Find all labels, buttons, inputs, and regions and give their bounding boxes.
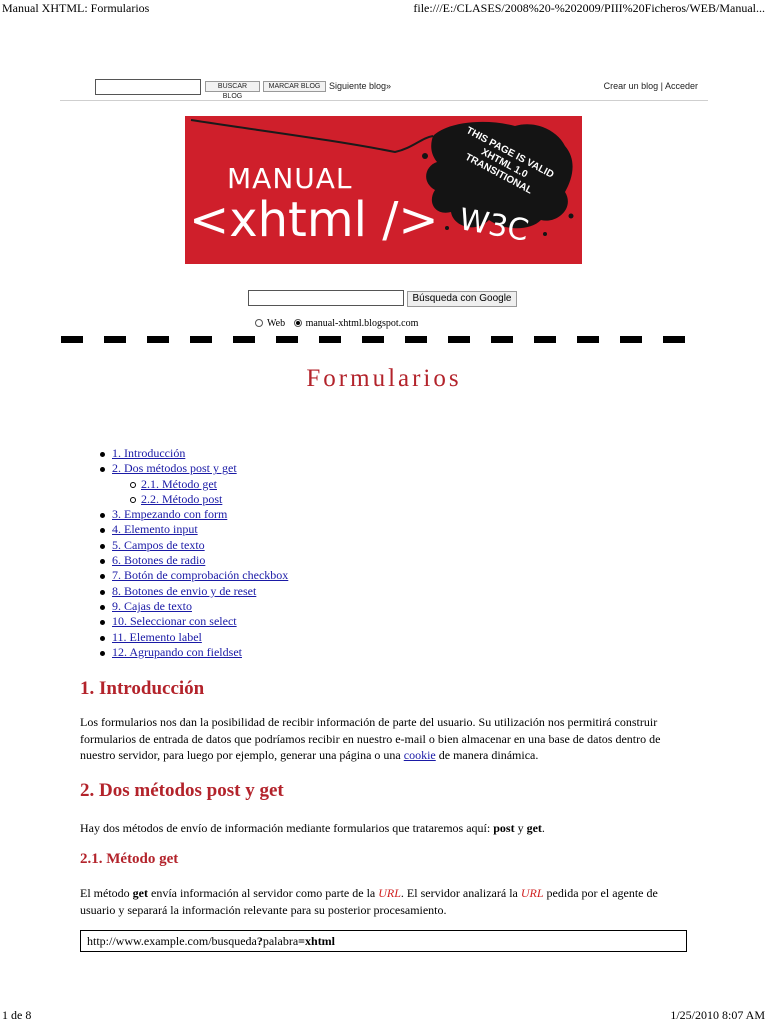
- toc-link[interactable]: 11. Elemento label: [112, 629, 202, 644]
- toc-item[interactable]: [100, 538, 288, 553]
- methods-end: .: [541, 821, 545, 835]
- next-blog-link[interactable]: Siguiente blog»: [329, 81, 392, 91]
- toc-item[interactable]: [100, 614, 288, 629]
- blogger-navbar: [60, 75, 708, 101]
- toc-link[interactable]: 8. Botones de envio y de reset: [112, 583, 257, 598]
- toc-item[interactable]: [100, 584, 288, 599]
- methods-text: Hay dos métodos de envío de información mediante formularios que trataremos aquí:: [80, 821, 494, 835]
- table-of-contents: [100, 446, 288, 660]
- toc-link[interactable]: 2.1. Método get: [141, 476, 217, 491]
- get-text-2: envía información al servidor como parte de la: [148, 886, 379, 900]
- print-header: [0, 0, 768, 18]
- section-heading-intro: 1. Introducción: [80, 678, 205, 699]
- intro-text: Los formularios nos dan la posibilidad de recibir información de parte del usuario. Su utilización nos permitirá construir formularios de entrada de datos que podríamos recibir en nuestro e-mail o bien almacenar en una base de datos dentro de nuestro servidor, para luego por ejemplo, generar una página o una: [80, 715, 661, 762]
- radio-web[interactable]: [255, 319, 263, 327]
- methods-and: y: [514, 821, 527, 835]
- banner-manual-text: MANUAL: [227, 162, 353, 195]
- print-url: file:///E:/CLASES/2008%20-%202009/PIII%20Ficheros/WEB/Manual...: [413, 1, 765, 15]
- url-term: URL: [378, 886, 401, 900]
- toc-item[interactable]: [100, 568, 288, 583]
- method-get-bold: get: [526, 821, 542, 835]
- toc-link[interactable]: 3. Empezando con form: [112, 507, 228, 522]
- intro-text-end: de manera dinámica.: [435, 748, 539, 762]
- cookie-link[interactable]: cookie: [403, 748, 436, 762]
- search-scope-radios: [255, 318, 418, 329]
- google-search-input[interactable]: [248, 290, 404, 306]
- toc-link[interactable]: 4. Elemento input: [112, 522, 198, 537]
- toc-link[interactable]: 9. Cajas de texto: [112, 598, 192, 613]
- code-equals: =: [298, 934, 306, 948]
- toc-link[interactable]: 5. Campos de texto: [112, 537, 205, 552]
- method-post-bold: post: [493, 821, 515, 835]
- toc-link[interactable]: 6. Botones de radio: [112, 553, 206, 568]
- toc-link[interactable]: 10. Seleccionar con select: [112, 614, 237, 629]
- blog-banner: [185, 116, 582, 264]
- toc-item[interactable]: [100, 630, 288, 645]
- toc-link[interactable]: 12. Agrupando con fieldset: [112, 644, 242, 659]
- get-text-1: El método: [80, 886, 133, 900]
- dashed-divider: [61, 336, 701, 343]
- toc-link[interactable]: 2.2. Método post: [141, 491, 223, 506]
- url-term: URL: [520, 886, 544, 900]
- toc-item[interactable]: [100, 599, 288, 614]
- toc-subitem[interactable]: [100, 492, 288, 507]
- print-date: 1/25/2010 8:07 AM: [670, 1008, 765, 1022]
- code-question: ?: [256, 934, 263, 948]
- get-text-4: pedida por el agente de usuario y separará la información relevante para su posterior procesamiento.: [80, 886, 658, 917]
- intro-paragraph: [80, 714, 690, 764]
- toc-item[interactable]: [100, 446, 288, 461]
- toc-item[interactable]: [100, 522, 288, 537]
- toc-link[interactable]: 7. Botón de comprobación checkbox: [112, 568, 289, 583]
- account-links[interactable]: Crear un blog | Acceder: [603, 81, 698, 91]
- code-url: http://www.example.com/busqueda: [87, 934, 257, 948]
- radio-site-label: manual-xhtml.blogspot.com: [305, 318, 419, 329]
- section-heading-methods: 2. Dos métodos post y get: [80, 780, 284, 801]
- blog-search-input[interactable]: [95, 79, 201, 95]
- print-title: Manual XHTML: Formularios: [2, 1, 150, 15]
- toc-item[interactable]: [100, 507, 288, 522]
- search-blog-button[interactable]: BUSCAR BLOG: [205, 81, 260, 92]
- page-title: Formularios: [306, 365, 462, 392]
- toc-item[interactable]: [100, 553, 288, 568]
- print-footer: [0, 1008, 768, 1024]
- get-paragraph: [80, 885, 690, 918]
- valid-xhtml-badge: THIS PAGE IS VALID XHTML 1.0 TRANSITIONAL: [463, 125, 556, 197]
- toc-link[interactable]: 2. Dos métodos post y get: [112, 461, 237, 476]
- toc-subitem[interactable]: [100, 477, 288, 492]
- toc-item[interactable]: [100, 461, 288, 476]
- print-page-number: 1 de 8: [2, 1008, 32, 1022]
- get-text-3: . El servidor analizará la: [400, 886, 521, 900]
- google-search-button[interactable]: Búsqueda con Google: [407, 291, 517, 307]
- code-value: xhtml: [305, 934, 336, 948]
- mark-blog-button[interactable]: MARCAR BLOG: [263, 81, 326, 92]
- methods-paragraph: [80, 820, 690, 837]
- subsection-heading-get: 2.1. Método get: [80, 851, 179, 867]
- code-example-box: [80, 930, 687, 952]
- banner-xhtml-text: <xhtml />: [189, 192, 439, 248]
- toc-link[interactable]: 1. Introducción: [112, 446, 186, 460]
- banner-w3c-text: W3C: [456, 202, 532, 249]
- toc-item[interactable]: [100, 645, 288, 660]
- radio-web-label: Web: [267, 318, 286, 329]
- get-bold: get: [132, 886, 148, 900]
- radio-site[interactable]: [294, 319, 302, 327]
- code-param: palabra: [262, 934, 299, 948]
